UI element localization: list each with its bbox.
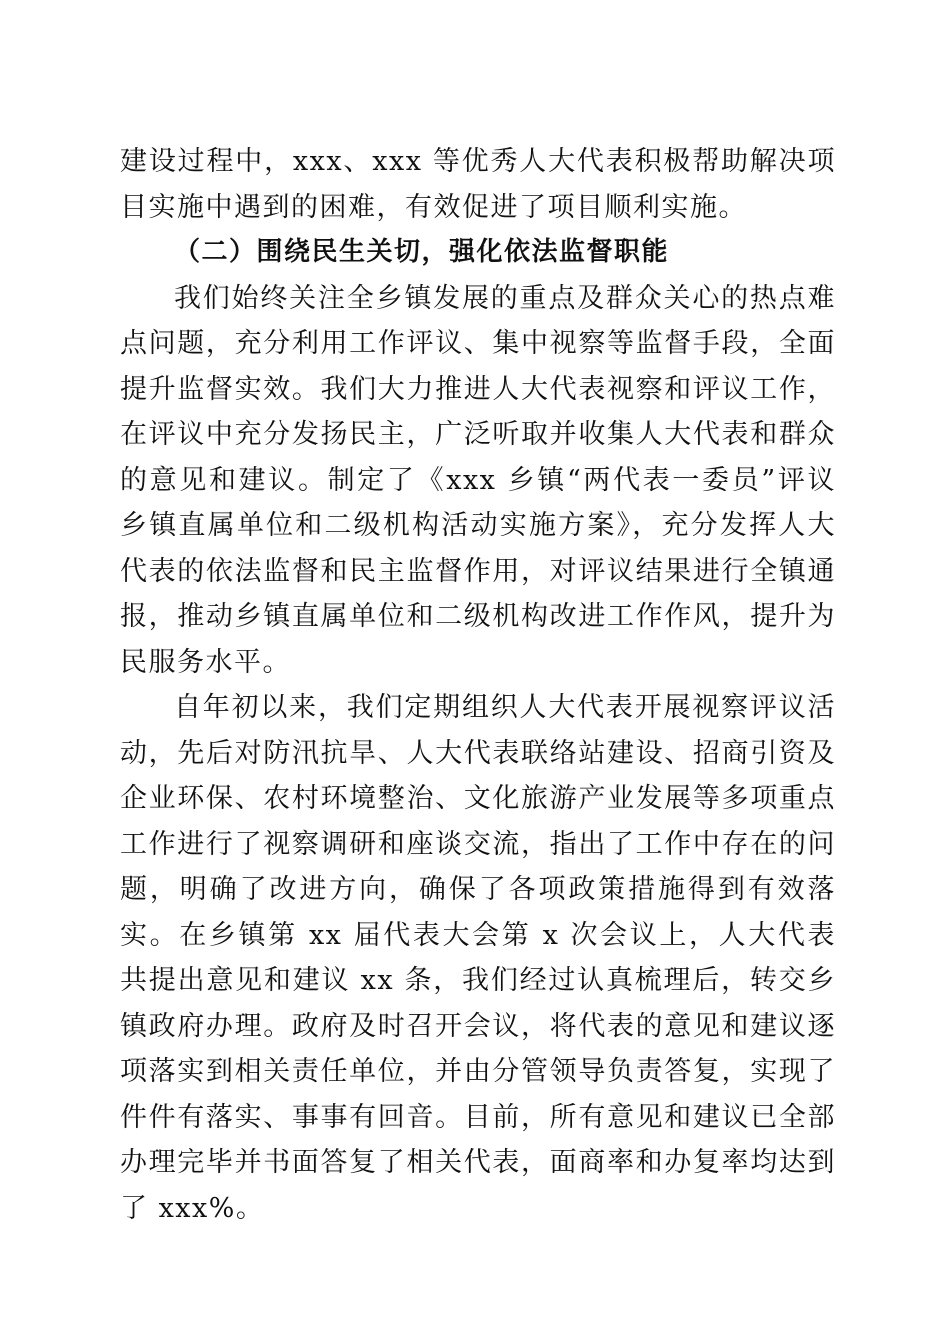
section-heading: （二）围绕民生关切，强化依法监督职能 <box>174 237 670 267</box>
paragraph-inspection-activities: 自年初以来，我们定期组织人大代表开展视察评议活动，先后对防汛抗旱、人大代表联络站建设、招商引资及企业环保、农村环境整治、文化旅游产业发展等多项重点工作进行了视察调研和座谈交流，指出了工作中存在的问题，明确了改进方向，确保了各项政策措施得到有效落实。在乡镇第 xx 届代表大会第 x 次会议上，人大代表共提出意见和建议 xx 条，我们经过认真梳理后，转交乡镇政府办理。政府及时召开会议，将代表的意见和建议逐项落实到相关责任单位，并由分管领导负责答复，实现了件件有落实、事事有回音。目前，所有意见和建议已全部办理完毕并书面答复了相关代表，面商率和办复率均达到了 xxx%。 <box>120 692 836 1224</box>
paragraph-continuation: 建设过程中，xxx、xxx 等优秀人大代表积极帮助解决项目实施中遇到的困难，有效促进了项目顺利实施。 <box>120 146 836 223</box>
document-body <box>120 139 836 1231</box>
paragraph-supervision: 我们始终关注全乡镇发展的重点及群众关心的热点难点问题，充分利用工作评议、集中视察等监督手段，全面提升监督实效。我们大力推进人大代表视察和评议工作，在评议中充分发扬民主，广泛听取并收集人大代表和群众的意见和建议。制定了《xxx 乡镇“两代表一委员”评议乡镇直属单位和二级机构活动实施方案》，充分发挥人大代表的依法监督和民主监督作用，对评议结果进行全镇通报，推动乡镇直属单位和二级机构改进工作作风，提升为民服务水平。 <box>120 282 836 678</box>
